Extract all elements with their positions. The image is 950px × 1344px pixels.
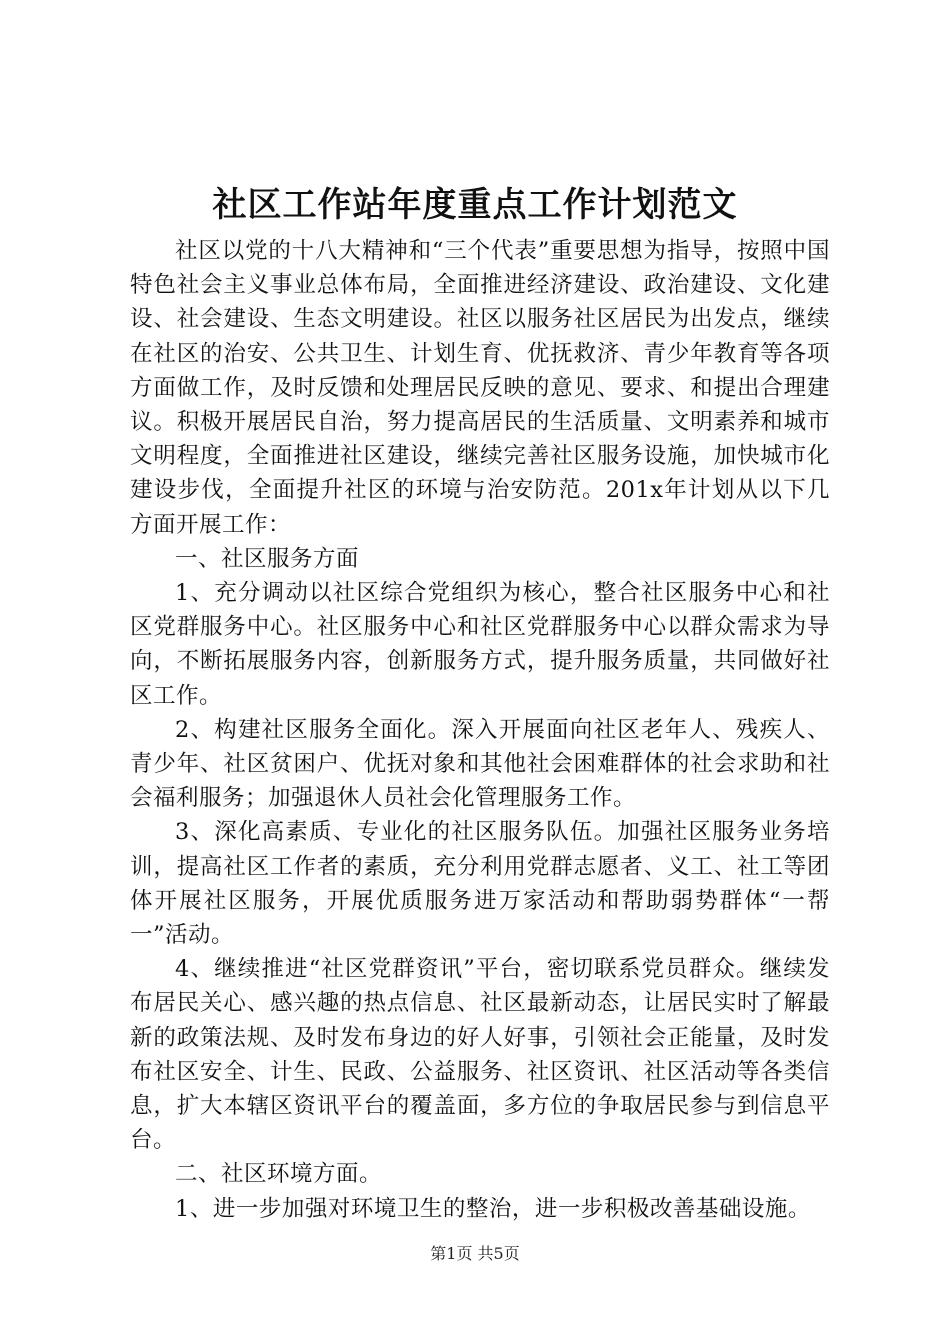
section-heading-service: 一、社区服务方面	[175, 545, 360, 572]
paragraph-service-4: 4、继续推进“社区党群资讯”平台，密切联系党员群众。继续发布居民关心、感兴趣的热点信息、社区最新动态，让居民实时了解最新的政策法规、及时发布身边的好人好事，引领社会正能量，及时发布社区安全、计生、民政、公益服务、社区资讯、社区活动等各类信息，扩大本辖区资讯平台的覆盖面，多方位的争取居民参与到信息平台。	[130, 956, 830, 1154]
paragraph-service-2: 2、构建社区服务全面化。深入开展面向社区老年人、残疾人、青少年、社区贫困户、优抚对象和其他社会困难群体的社会求助和社会福利服务；加强退休人员社会化管理服务工作。	[130, 716, 830, 812]
section-heading-environment: 二、社区环境方面。	[175, 1161, 383, 1188]
document-title: 社区工作站年度重点工作计划范文	[212, 185, 738, 225]
paragraph-service-3: 3、深化高素质、专业化的社区服务队伍。加强社区服务业务培训，提高社区工作者的素质，充分利用党群志愿者、义工、社工等团体开展社区服务，开展优质服务进万家活动和帮助弱势群体“一帮一”活动。	[130, 819, 830, 949]
page-number-footer: 第1页 共5页	[430, 1244, 520, 1263]
paragraph-intro: 社区以党的十八大精神和“三个代表”重要思想为指导，按照中国特色社会主义事业总体布局，全面推进经济建设、政治建设、文化建设、社会建设、生态文明建设。社区以服务社区居民为出发点，继续在社区的治安、公共卫生、计划生育、优抚救济、青少年教育等各项方面做工作，及时反馈和处理居民反映的意见、要求、和提出合理建议。积极开展居民自治，努力提高居民的生活质量、文明素养和城市文明程度，全面推进社区建设，继续完善社区服务设施，加快城市化建设步伐，全面提升社区的环境与治安防范。201x年计划从以下几方面开展工作：	[130, 238, 830, 538]
document-body	[130, 234, 830, 1226]
paragraph-environment-1: 1、进一步加强对环境卫生的整治，进一步积极改善基础设施。	[175, 1195, 811, 1222]
paragraph-service-1: 1、充分调动以社区综合党组织为核心，整合社区服务中心和社区党群服务中心。社区服务中心和社区党群服务中心以群众需求为导向，不断拓展服务内容，创新服务方式，提升服务质量，共同做好社区工作。	[130, 580, 830, 709]
